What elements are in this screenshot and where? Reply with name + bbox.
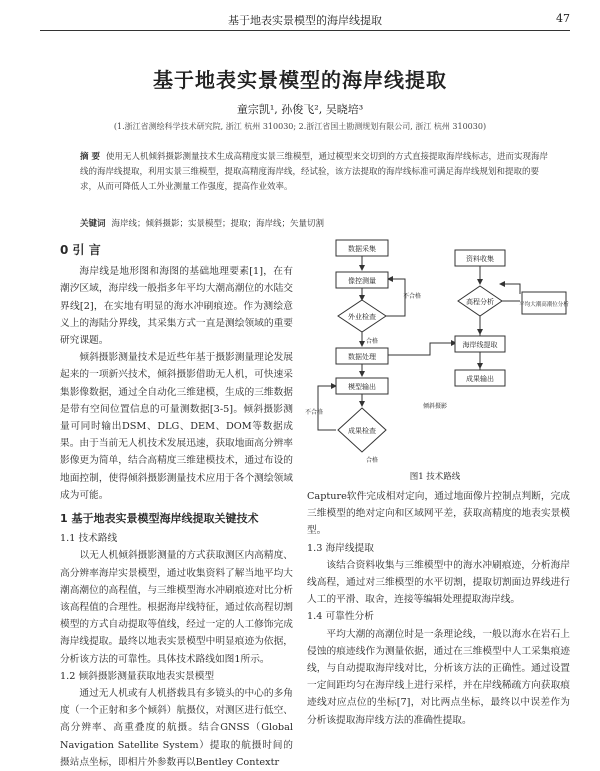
left-column xyxy=(60,242,293,768)
paragraph: 倾斜摄影测量技术是近些年基于摄影测量理论发展起来的一项新兴技术，倾斜摄影借助无人机，可快速采集影像数据，通过全自动化三维建模，生成的三维数据是带有空间位置信息的可量测数据[3-5]。倾斜摄影测量可同时输出DSM、DLG、DEM、DOM等数据成果。由于当前无人机技术发展迅速，获取地面高分辨率影像更为简单，结合高精度三维建模技术，通过布设的地面控制，使得倾斜摄影测量技术应用于各个测绘领域成为可能。 xyxy=(60,352,293,501)
paragraph: 海岸线是地形图和海图的基础地理要素[1]，在有潮汐区域，海岸线一般指多年平均大潮高潮位的水陆交界线[2]，在实地有明显的海水冲刷痕迹。作为测绘意义上的海陆分界线，其采集方式一直是测绘领域的重要研究课题。 xyxy=(60,266,293,347)
keywords xyxy=(80,217,550,229)
flow-side-label: 平均大潮高潮位分析 xyxy=(519,302,569,308)
header-rule xyxy=(40,30,570,31)
section-1-4-title: 1.4 可靠性分析 xyxy=(307,611,374,623)
affiliation: (1.浙江省测绘科学技术研究院, 浙江 杭州 310030; 2.浙江省国土勘测规划有限公司, 浙江 杭州 310030) xyxy=(113,122,487,131)
keywords-text: 海岸线；倾斜摄影；实景模型；提取；海岸线；矢量切割 xyxy=(111,219,325,229)
running-header xyxy=(40,12,570,28)
flow-node-label: 倾斜摄影 xyxy=(422,403,448,410)
flow-edge-label: 合格 xyxy=(365,338,379,345)
abstract-label: 摘 要 xyxy=(80,152,100,162)
paragraph: Capture软件完成相对定向，通过地面像片控制点判断，完成三维模型的绝对定向和区域网平差，获取高精度的地表实景模型。 xyxy=(307,491,570,537)
authors: 童宗凯¹, 孙俊飞², 吴晓培³ xyxy=(236,103,364,116)
flow-node-label: 外业检查 xyxy=(348,313,376,321)
paragraph: 平均大潮的高潮位时是一条理论线，一般以海水在岩石上侵蚀的痕迹线作为测量依据，通过在三维模型中人工采集痕迹线，与自动提取海岸线对比，分析该方法的正确性。通过设置一定间距均匀在海岸线上进行采样，并在岸线稀疏方向获取痕迹线对应点位的坐标[7]，对比两点坐标，最终以中误差作为分析该提取海岸线方法的准确性提取。 xyxy=(307,628,570,726)
paragraph: 以无人机倾斜摄影测量的方式获取测区内高精度、高分辨率海岸实景模型，通过收集资料了解当地平均大潮高潮位的高程值，与三维模型海水冲刷痕迹对比分析该高程值的合理性。根据海岸线特征，通过依高程切割模型的方式自动提取等值线，经过一定的人工修饰完成海岸线提取。最终以地表实景模型中明显痕迹为依据，分析该方法的可靠性。具体技术路线如图1所示。 xyxy=(60,550,293,665)
keywords-label: 关键词 xyxy=(80,219,106,229)
flow-edge-label: 合格 xyxy=(365,457,379,464)
technical-route-flowchart xyxy=(300,236,570,476)
flow-node-label: 成果检查 xyxy=(348,427,376,435)
section-1-title: 1 基于地表实景模型海岸线提取关键技术 xyxy=(60,512,259,526)
abstract-text: 使用无人机倾斜摄影测量技术生成高精度实景三维模型，通过模型来交切到的方式直接提取海岸线标志，进而实现海岸线的海岸线提取，利用实景三维模型，提取高精度海岸线，经试验，该方法提取的海岸线标准可满足海岸线规划和提取的要求，从而可降低人工外业测量工作强度，提高作业效率。 xyxy=(80,152,548,192)
flow-node-label: 模型输出 xyxy=(348,383,376,391)
flow-node-label: 高程分析 xyxy=(466,298,494,306)
section-0-title: 0 引 言 xyxy=(60,243,101,257)
flow-extra xyxy=(423,402,447,410)
paragraph: 通过无人机或有人机搭载具有多镜头的中心的多角度（一个正射和多个倾斜）航摄仪，对测区进行低空、高分辨率、高重叠度的航摄。结合GNSS（Global Navigation Satellite System）提取的航摄时间的摄站点坐标，即相片外参数再以Bentley Contextr xyxy=(60,688,293,768)
figure-caption: 图1 技术路线 xyxy=(409,472,461,482)
page-number: 47 xyxy=(556,12,570,25)
section-1-2-title: 1.2 倾斜摄影测量获取地表实景模型 xyxy=(60,670,215,682)
flow-edge-label: 不合格 xyxy=(304,409,324,416)
abstract xyxy=(80,150,550,195)
flow-edge-label: 不合格 xyxy=(402,293,422,300)
flow-node-label: 数据处理 xyxy=(348,353,376,361)
right-column xyxy=(307,488,570,726)
section-1-1-title: 1.1 技术路线 xyxy=(60,533,118,545)
flow-node-label: 海岸线提取 xyxy=(462,341,498,349)
flow-node-label: 像控测量 xyxy=(348,277,376,285)
paragraph: 该结合资料收集与三维模型中的海水冲刷痕迹，分析海岸线高程，通过对三维模型的水平切割，提取切割面边界线进行人工的平滑、取舍，连接等编辑处理提取海岸线。 xyxy=(307,559,570,606)
flow-node-label: 成果输出 xyxy=(466,375,494,383)
paper-title: 基于地表实景模型的海岸线提取 xyxy=(153,68,447,92)
flow-node-label: 数据采集 xyxy=(348,245,376,253)
flow-node-label: 资料收集 xyxy=(466,255,494,263)
running-title: 基于地表实景模型的海岸线提取 xyxy=(228,14,382,27)
section-1-3-title: 1.3 海岸线提取 xyxy=(307,542,374,554)
